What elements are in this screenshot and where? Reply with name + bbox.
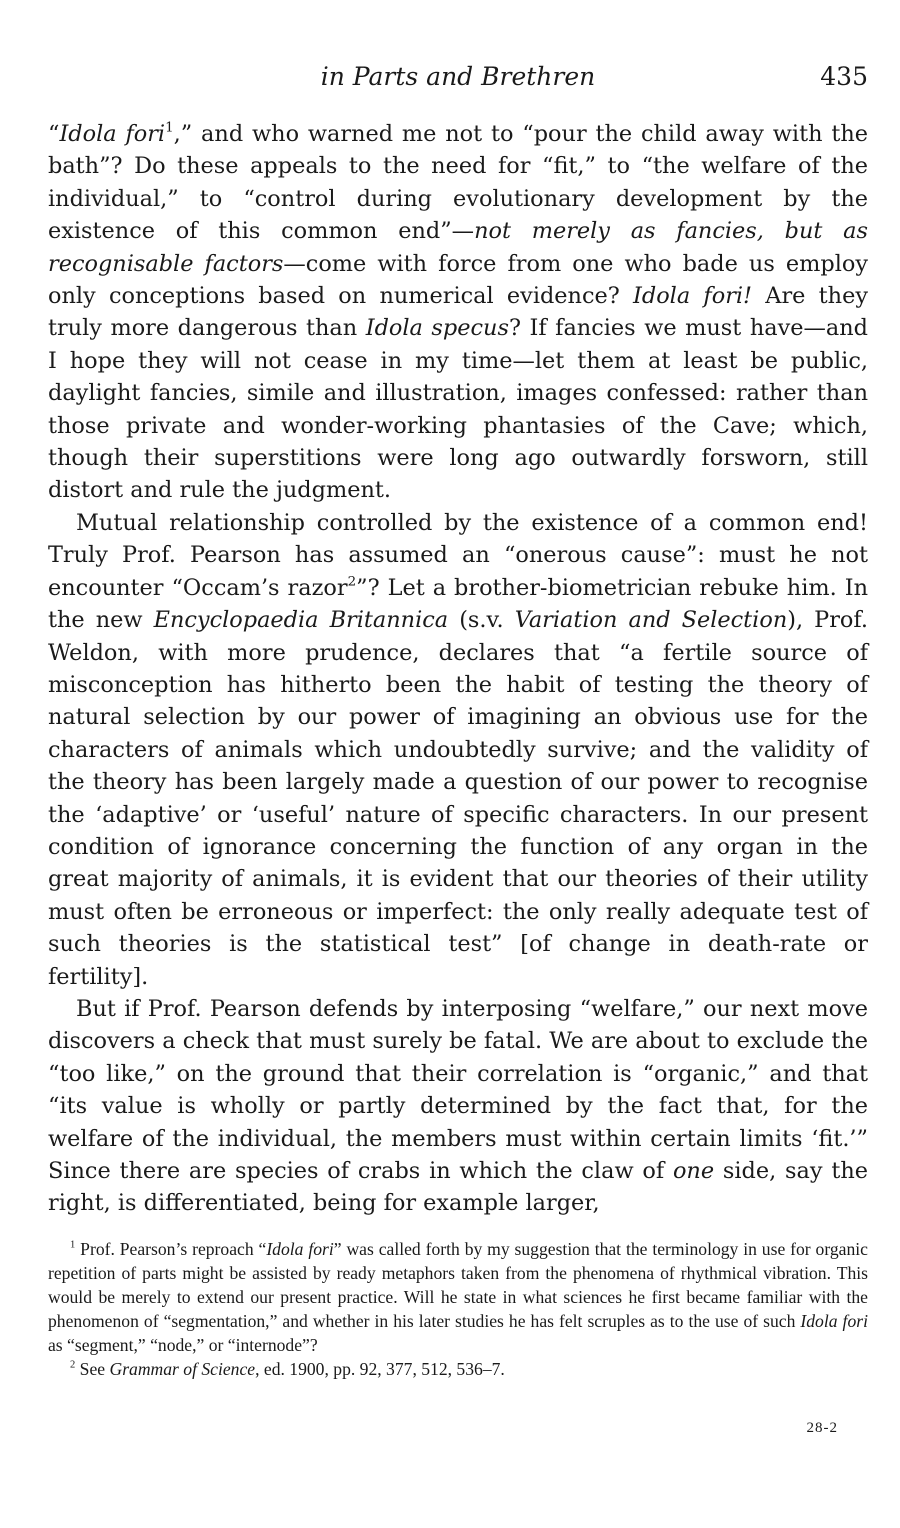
text-run: “ <box>48 121 60 147</box>
italic-text: Idola fori <box>800 1311 868 1331</box>
body-text <box>48 118 868 1220</box>
text-run: (s.v. <box>448 607 515 634</box>
footnote <box>48 1237 868 1357</box>
text-run: ? If fancies we must have—and I hope they will not cease in my time—let them at least be public, daylight fancies, simile and illustration, images confessed: rather than those private and wonder-working phantasies of the Cave; which, though their superstitions were long ago outwardly forsworn, still distort and rule the judgment. <box>48 315 868 504</box>
italic-text: Encyclopaedia Britannica <box>153 607 449 634</box>
italic-text: Idola fori! <box>633 283 753 310</box>
text-run: as “segment,” “node,” or “internode”? <box>48 1335 318 1355</box>
italic-text: one <box>672 1158 715 1184</box>
running-title: in Parts and Brethren <box>320 62 596 91</box>
footnote-marker: 1 <box>165 120 174 136</box>
text-run: See <box>75 1359 110 1379</box>
text-run: —come with force from one who bade us employ only conceptions based on numerical evidence? <box>48 250 868 310</box>
page-header <box>48 62 868 102</box>
text-run: side, say the right, is differentiated, being for example larger, <box>48 1158 868 1217</box>
text-run: Prof. Pearson’s reproach “ <box>75 1239 267 1259</box>
signature-mark: 28-2 <box>806 1420 838 1436</box>
text-run: Are they truly more dangerous than <box>48 283 868 342</box>
italic-text: Grammar of Science <box>109 1359 256 1379</box>
footnote-marker: 1 <box>70 1239 76 1251</box>
text-run: But if Prof. Pearson defends by interposing “welfare,” our next move discovers a check that must surely be fatal. We are about to exclude the “too like,” on the ground that their correlation is “organic,” and that “its value is wholly or partly determined by the fact that, for the welfare of the individual, the members must within certain limits ‘fit.’” Since there are species of crabs in which the claw of <box>48 995 868 1184</box>
text-run: ), Prof. Weldon, with more prudence, declares that “a fertile source of misconception has hitherto been the habit of testing the theory of natural selection by our power of imagining an obvious use for the characters of animals which undoubtedly survive; and the validity of the theory has been largely made a question of our power to recognise the ‘adaptive’ or ‘useful’ nature of specific characters. In our present condition of ignorance concerning the function of any organ in the great majority of animals, it is evident that our theories of their utility must often be erroneous or imperfect: the only really adequate test of such theories is the statistical test” [of change in death-rate or fertility]. <box>48 607 869 990</box>
text-run: ” was called forth by my suggestion that the terminology in use for organic repetition of parts might be assisted by ready metaphors taken from the phenomena of rhythmical vibration. This would be merely to extend our present practice. Will he state in what sciences he first became familiar with the phenomenon of “segmentation,” and whether in his later studies he has felt scruples as to the use of such <box>48 1239 868 1331</box>
footnote <box>48 1357 868 1381</box>
paragraph <box>48 118 868 507</box>
italic-text: Idola specus <box>365 315 509 342</box>
text-run: Mutual relationship controlled by the existence of a common end! Truly Prof. Pearson has assumed an “onerous cause”: must he not encounter “Occam’s razor <box>48 509 868 601</box>
footnote-marker: 2 <box>347 574 357 590</box>
italic-text: Idola fori <box>266 1239 334 1259</box>
text-run: ”? Let a brother-biometrician rebuke him. In the new <box>48 574 868 634</box>
italic-text: Variation and Selection <box>514 607 788 634</box>
paragraph <box>48 993 868 1220</box>
italic-text: Idola fori <box>59 121 166 147</box>
footnote-marker: 2 <box>70 1359 76 1371</box>
text-run: ,” and who warned me not to “pour the child away with the bath”? Do these appeals to the need for “fit,” to “the welfare of the individual,” to “control during evolutionary development by the existence of this common end”— <box>48 121 868 245</box>
text-run: , ed. 1900, pp. 92, 377, 512, 536–7. <box>255 1359 505 1379</box>
page-number: 435 <box>820 62 868 91</box>
paragraph <box>48 507 868 993</box>
italic-text: not merely as fancies, but as recognisable factors <box>48 218 869 277</box>
footnotes <box>48 1237 868 1381</box>
